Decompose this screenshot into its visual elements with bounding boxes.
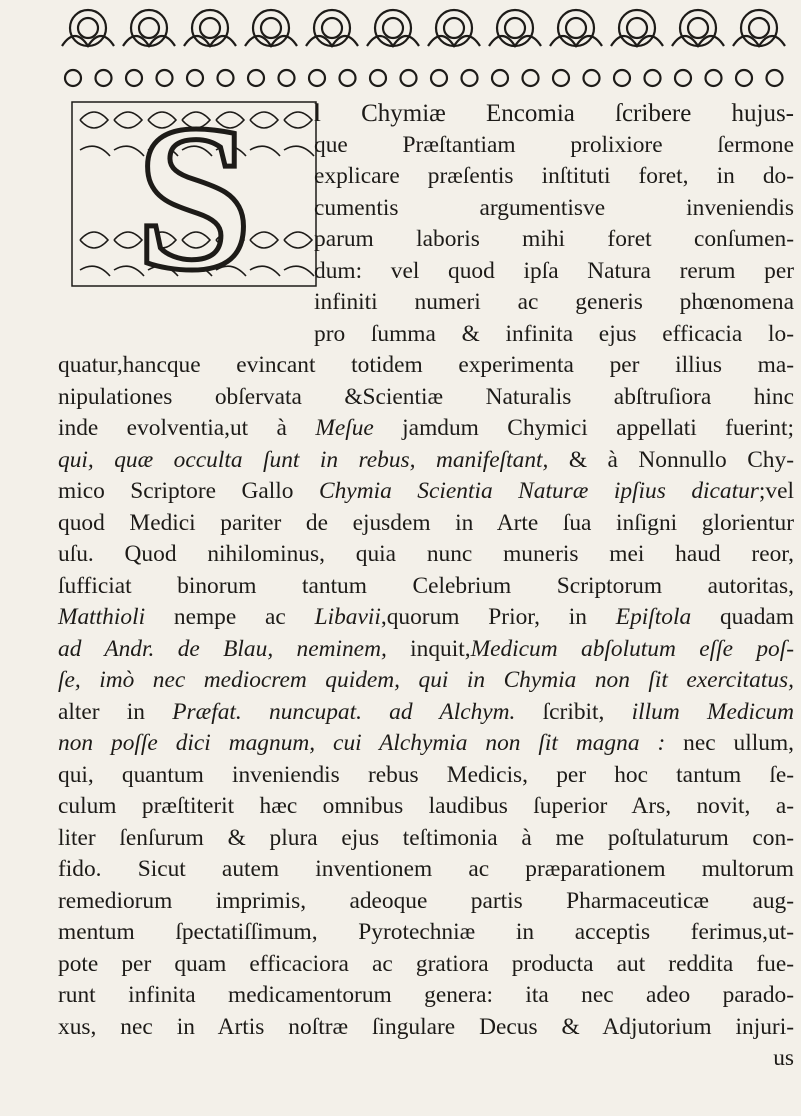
rosette [401, 70, 417, 86]
text-segment: ,quorum Prior, in [380, 604, 616, 630]
text-segment: runt infinita medicamentorum genera: ita nec adeo parado- [58, 982, 794, 1008]
ornament-motif [184, 10, 236, 46]
rosette [462, 70, 478, 86]
text-line [58, 728, 794, 760]
text-segment: mentum ſpectatiſſimum, Pyrotechniæ in acceptis ferimus,ut- [58, 919, 794, 945]
text-line [58, 161, 794, 193]
text-segment: explicare præſentis inſtituti foret, in do- [314, 163, 794, 189]
text-segment: culum præſtiterit hæc omnibus laudibus ſuperior Ars, novit, a- [58, 793, 794, 819]
text-line [58, 256, 794, 288]
text-segment: parum laboris mihi foret conſumen- [314, 226, 794, 252]
text-segment: l Chymiæ Encomia ſcribere hujus- [314, 100, 794, 127]
text-segment: ſe, imò nec mediocrem quidem, qui in Chymia non ſit exercitatus, [58, 667, 794, 693]
text-segment: nec ullum, [665, 730, 794, 756]
text-segment: que Præſtantiam prolixiore ſermone [314, 131, 794, 158]
rosette [706, 70, 722, 86]
rosette [431, 70, 447, 86]
text-segment: cumentis argumentisve inveniendis [314, 194, 794, 221]
text-segment: dum: vel quod ipſa Natura rerum per [314, 257, 794, 284]
text-line [58, 760, 794, 792]
text-line [58, 413, 794, 445]
text-line [58, 508, 794, 540]
rosette [96, 70, 112, 86]
rosette [767, 70, 783, 86]
text-segment: us [773, 1045, 794, 1071]
text-line [58, 602, 794, 634]
text-line [58, 886, 794, 918]
rosette [279, 70, 295, 86]
text-segment: remediorum imprimis, adeoque partis Pharmaceuticæ aug- [58, 887, 794, 914]
ornament-motif [62, 10, 114, 46]
text-segment: inquit, [386, 635, 471, 662]
body-text [58, 98, 794, 1075]
text-line [58, 224, 794, 256]
text-line [58, 98, 794, 130]
text-segment: pote per quam efficaciora ac gratiora producta aut reddita fue- [58, 950, 794, 977]
ornament-motif [123, 10, 175, 46]
text-line [58, 130, 794, 162]
text-segment: Medicum abſolutum eſſe poſ- [470, 635, 795, 662]
ornament-motif [245, 10, 297, 46]
text-segment: uſu. Quod nihilominus, quia nunc muneris mei haud reor, [58, 541, 794, 567]
text-line [58, 382, 794, 414]
text-line [58, 949, 794, 981]
text-line [58, 1012, 794, 1044]
rosette [553, 70, 569, 86]
rosette [492, 70, 508, 86]
rosette [218, 70, 234, 86]
initial-letter: S [135, 100, 253, 288]
text-segment: quadam [691, 604, 794, 630]
text-segment: Chymia Scientia Naturæ ipſius dicatur [319, 478, 759, 504]
text-line [58, 539, 794, 571]
rosette [523, 70, 539, 86]
text-line [58, 193, 794, 225]
rosette [614, 70, 630, 86]
text-segment: fido. Sicut autem inventionem ac præparationem multorum [58, 856, 794, 882]
text-line [58, 665, 794, 697]
text-segment: Præfat. nuncupat. ad Alchym. [172, 698, 516, 725]
text-line [58, 571, 794, 603]
text-line [58, 1043, 794, 1075]
rosette [248, 70, 264, 86]
text-segment: mico Scriptore Gallo [58, 478, 320, 504]
text-segment: ſcribit, [515, 698, 632, 725]
text-segment: Libavii [314, 604, 381, 630]
ornament-motif [550, 10, 602, 46]
text-segment: qui, quæ occulta ſunt in rebus, manifeſtant, [58, 446, 549, 473]
rosette [340, 70, 356, 86]
ornament-motif [306, 10, 358, 46]
ornamental-headpiece [58, 6, 798, 94]
text-segment: nempe ac [145, 604, 315, 630]
text-segment: ;vel [758, 478, 794, 504]
text-segment: pro ſumma & infinita ejus efficacia lo- [314, 320, 794, 347]
rosette [645, 70, 661, 86]
text-line [58, 791, 794, 823]
text-line [58, 476, 794, 508]
text-segment: ad Andr. de Blau, neminem, [58, 635, 387, 662]
rosette [187, 70, 203, 86]
text-line [58, 697, 794, 729]
ornament-motif [672, 10, 724, 46]
text-line [58, 350, 794, 382]
ornament-motif [428, 10, 480, 46]
text-segment: Epiſtola [615, 604, 692, 630]
text-line [58, 634, 794, 666]
text-line [58, 287, 794, 319]
text-line [58, 854, 794, 886]
rosette [370, 70, 386, 86]
ornament-motif [367, 10, 419, 46]
rosette [309, 70, 325, 86]
text-segment: Meſue [315, 415, 374, 441]
ornament-motif [611, 10, 663, 46]
text-segment: Matthioli [58, 604, 146, 630]
rosette [126, 70, 142, 86]
text-line [58, 917, 794, 949]
text-segment: illum Medicum [631, 698, 794, 725]
rosette [736, 70, 752, 86]
text-line [58, 445, 794, 477]
rosette [65, 70, 81, 86]
rosette [675, 70, 691, 86]
text-segment: inde evolventia,ut à [58, 415, 316, 441]
text-segment: ſufficiat binorum tantum Celebrium Scriptorum autoritas, [58, 572, 794, 599]
text-line [58, 980, 794, 1012]
ornament-motif [733, 10, 785, 46]
text-segment: xus, nec in Artis noſtræ ſingulare Decus & Adjutorium injuri- [58, 1013, 794, 1040]
text-segment: qui, quantum inveniendis rebus Medicis, per hoc tantum ſe- [58, 761, 794, 788]
text-segment: alter in [58, 698, 173, 725]
text-segment: non poſſe dici magnum, cui Alchymia non ſit magna : [58, 730, 666, 756]
rosette [584, 70, 600, 86]
ornament-motif [489, 10, 541, 46]
text-segment: & à Nonnullo Chy- [548, 446, 794, 473]
text-line [58, 823, 794, 855]
text-segment: quatur,hancque evincant totidem experimenta per illius ma- [58, 352, 794, 378]
text-segment: quod Medici pariter de ejusdem in Arte ſua inſigni glorientur [58, 509, 794, 536]
text-segment: liter ſenſurum & plura ejus teſtimonia à me poſtulaturum con- [58, 824, 794, 851]
text-segment: nipulationes obſervata &Scientiæ Naturalis abſtruſiora hinc [58, 383, 794, 410]
rosette [157, 70, 173, 86]
text-segment: infiniti numeri ac generis phœnomena [314, 289, 794, 315]
text-segment: jamdum Chymici appellati fuerint; [373, 415, 794, 441]
text-line [58, 319, 794, 351]
